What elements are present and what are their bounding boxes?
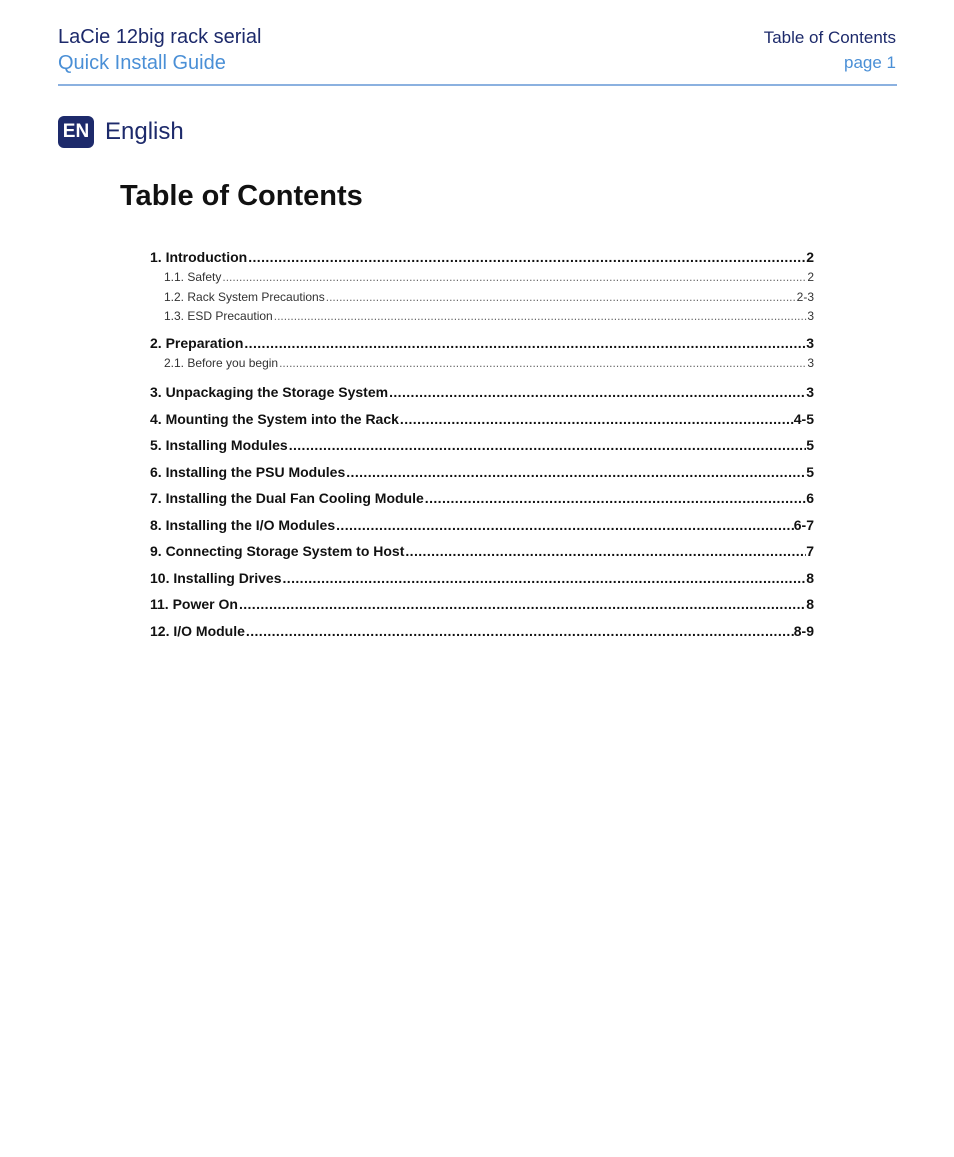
toc-entry-esd-precaution[interactable] bbox=[150, 307, 814, 327]
toc-entry-installing-modules[interactable] bbox=[150, 432, 814, 459]
toc-entry-io-module[interactable] bbox=[150, 618, 814, 645]
header-divider bbox=[58, 84, 897, 86]
toc-entry-page: 8 bbox=[806, 569, 814, 586]
toc-entry-psu-modules[interactable] bbox=[150, 459, 814, 486]
section-name: Table of Contents bbox=[763, 28, 896, 47]
toc-entry-page: 5 bbox=[806, 463, 814, 480]
toc-entry-label: 8. Installing the I/O Modules bbox=[150, 516, 336, 533]
dot-leader bbox=[325, 288, 797, 308]
toc-entry-label: 1.3. ESD Precaution bbox=[164, 309, 273, 323]
toc-entry-page: 8 bbox=[806, 596, 814, 612]
dot-leader bbox=[335, 512, 794, 539]
dot-leader bbox=[288, 432, 807, 459]
toc-entry-rack-system-precautions[interactable] bbox=[150, 288, 814, 308]
toc-entry-page: 6 bbox=[806, 490, 814, 506]
toc-entry-unpackaging[interactable] bbox=[150, 379, 814, 406]
toc-entry-label: 5. Installing Modules bbox=[150, 437, 288, 453]
toc-entry-power-on[interactable] bbox=[150, 591, 814, 618]
product-title: LaCie 12big rack serial bbox=[58, 26, 262, 48]
dot-leader bbox=[245, 618, 794, 645]
page-info bbox=[764, 26, 896, 76]
toc-entry-page: 7 bbox=[806, 543, 814, 559]
toc-entry-page: 2 bbox=[807, 270, 814, 284]
toc-entry-page: 3 bbox=[807, 355, 814, 370]
toc-entry-label: 2. Preparation bbox=[150, 334, 244, 351]
dot-leader bbox=[221, 268, 807, 288]
toc-entry-mounting[interactable] bbox=[150, 406, 814, 433]
toc-entry-label: 9. Connecting Storage System to Host bbox=[150, 543, 405, 559]
dot-leader bbox=[282, 565, 807, 592]
dot-leader bbox=[243, 333, 806, 354]
dot-leader bbox=[238, 591, 806, 618]
dot-leader bbox=[273, 307, 808, 327]
toc-entry-page: 3 bbox=[806, 334, 814, 351]
toc-entry-page: 4-5 bbox=[793, 410, 814, 427]
guide-subtitle: Quick Install Guide bbox=[58, 52, 226, 74]
dot-leader bbox=[345, 459, 806, 486]
toc-entry-introduction[interactable] bbox=[150, 246, 814, 268]
dot-leader bbox=[399, 406, 794, 433]
dot-leader bbox=[388, 379, 806, 406]
toc-entry-page: 3 bbox=[807, 309, 814, 323]
toc-entry-label: 6. Installing the PSU Modules bbox=[150, 463, 346, 480]
dot-leader bbox=[404, 538, 806, 565]
toc-entry-label: 3. Unpackaging the Storage System bbox=[150, 384, 389, 400]
toc-entry-safety[interactable] bbox=[150, 268, 814, 288]
toc-entry-fan-cooling-module[interactable] bbox=[150, 485, 814, 512]
dot-leader bbox=[278, 354, 807, 374]
dot-leader bbox=[247, 246, 806, 268]
page-title: Table of Contents bbox=[120, 180, 363, 212]
toc-entry-page: 2 bbox=[806, 249, 814, 265]
toc-entry-connecting-to-host[interactable] bbox=[150, 538, 814, 565]
toc-entry-preparation[interactable] bbox=[150, 333, 814, 354]
toc-entry-page: 6-7 bbox=[793, 516, 814, 533]
language-name: English bbox=[105, 118, 184, 145]
toc-entry-io-modules[interactable] bbox=[150, 512, 814, 539]
toc-entry-label: 7. Installing the Dual Fan Cooling Module bbox=[150, 490, 424, 506]
language-badge: EN bbox=[58, 116, 94, 148]
toc-entry-label: 11. Power On bbox=[150, 596, 238, 612]
toc-entry-page: 2-3 bbox=[796, 289, 814, 304]
toc-entry-label: 1. Introduction bbox=[150, 249, 248, 265]
toc-entry-label: 1.2. Rack System Precautions bbox=[164, 289, 325, 304]
document-header bbox=[58, 24, 261, 76]
page-number: page 1 bbox=[844, 53, 896, 72]
toc-entry-page: 5 bbox=[806, 437, 814, 453]
toc-entry-label: 4. Mounting the System into the Rack bbox=[150, 410, 399, 427]
dot-leader bbox=[424, 485, 806, 512]
toc-entry-page: 8-9 bbox=[793, 622, 814, 639]
toc-entry-label: 1.1. Safety bbox=[164, 270, 222, 284]
toc-entry-label: 2.1. Before you begin bbox=[164, 355, 279, 370]
toc-entry-installing-drives[interactable] bbox=[150, 565, 814, 592]
toc-entry-label: 10. Installing Drives bbox=[150, 569, 282, 586]
toc-entry-before-you-begin[interactable] bbox=[150, 354, 814, 374]
table-of-contents bbox=[150, 246, 814, 644]
language-indicator bbox=[58, 116, 184, 148]
toc-entry-page: 3 bbox=[806, 384, 814, 400]
toc-entry-label: 12. I/O Module bbox=[150, 622, 245, 639]
